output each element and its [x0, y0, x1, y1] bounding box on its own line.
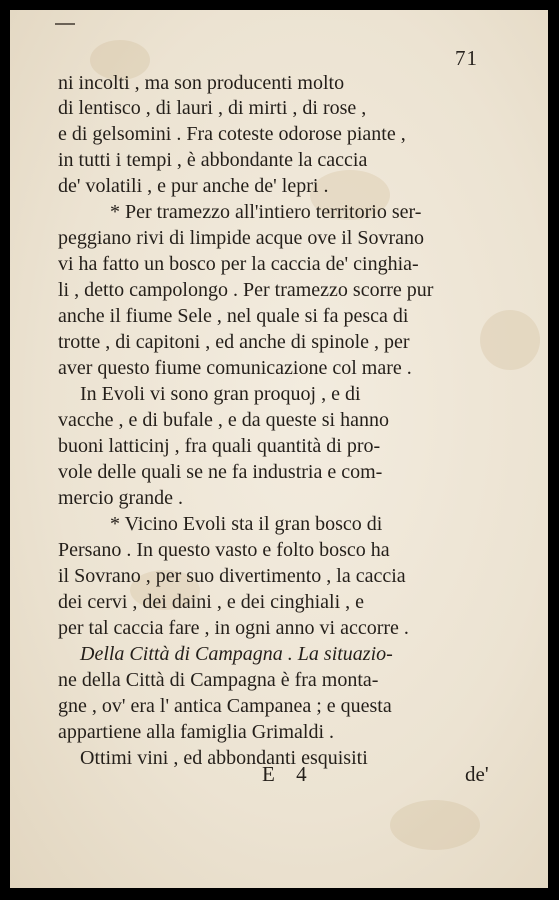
text-line: appartiene alla famiglia Grimaldi . — [58, 721, 334, 743]
section-heading-line: Della Città di Campagna . La situazio- — [80, 643, 393, 665]
text-line: aver questo fiume comunicazione col mare . — [58, 357, 412, 379]
text-line: gne , ov' era l' antica Campanea ; e questa — [58, 695, 392, 717]
text-line: in tutti i tempi , è abbondante la caccia — [58, 149, 368, 171]
page-footer — [10, 762, 548, 790]
text-line: ne della Città di Campagna è fra monta- — [58, 669, 379, 691]
body-text — [10, 10, 548, 888]
text-line: ni incolti , ma son producenti molto — [58, 72, 345, 94]
text-line: di lentisco , di lauri , di mirti , di rose , — [58, 97, 367, 119]
book-page — [10, 10, 548, 888]
signature-mark: E 4 — [262, 762, 315, 786]
text-line: In Evoli vi sono gran proquoj , e di — [80, 383, 361, 405]
text-line: vacche , e di bufale , e da queste si hanno — [58, 409, 389, 431]
text-line: peggiano rivi di limpide acque ove il Sovrano — [58, 227, 425, 249]
text-line: * Vicino Evoli sta il gran bosco di — [110, 513, 383, 535]
text-line: dei cervi , dei daini , e dei cinghiali , e — [58, 591, 364, 613]
text-line: buoni latticinj , fra quali quantità di pro- — [58, 435, 381, 457]
text-line: e di gelsomini . Fra coteste odorose piante , — [58, 123, 406, 145]
text-line: mercio grande . — [58, 487, 183, 509]
text-line: il Sovrano , per suo divertimento , la caccia — [58, 565, 406, 587]
text-line: Ottimi vini , ed abbondanti esquisiti — [80, 747, 368, 769]
catchword: de' — [465, 762, 489, 786]
text-line: trotte , di capitoni , ed anche di spinole , per — [58, 331, 410, 353]
text-line: anche il fiume Sele , nel quale si fa pesca di — [58, 305, 409, 327]
page-number: 71 — [455, 46, 478, 70]
text-line: per tal caccia fare , in ogni anno vi accorre . — [58, 617, 409, 639]
text-line: vole delle quali se ne fa industria e com- — [58, 461, 383, 483]
text-line: * Per tramezzo all'intiero territorio ser- — [110, 201, 422, 223]
text-line: li , detto campolongo . Per tramezzo scorre pur — [58, 279, 434, 301]
text-line: vi ha fatto un bosco per la caccia de' cinghia- — [58, 253, 419, 275]
text-line: Persano . In questo vasto e folto bosco ha — [58, 539, 390, 561]
text-line: de' volatili , e pur anche de' lepri . — [58, 175, 329, 197]
